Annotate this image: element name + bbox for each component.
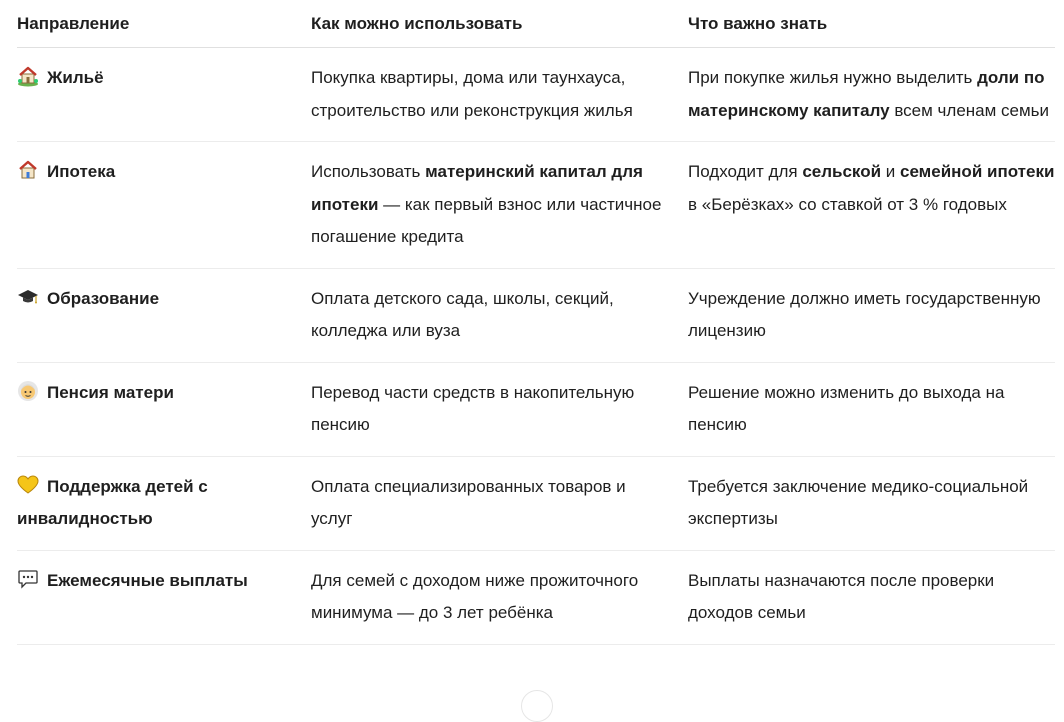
- cell-direction: [17, 283, 311, 316]
- direction-text: Пенсия матери: [47, 382, 174, 402]
- cell-usage: [311, 471, 688, 536]
- yellow-heart-icon: [17, 474, 39, 496]
- text-segment: в «Берёзках» со ставкой от 3 % годовых: [688, 194, 1007, 214]
- table-row: [17, 48, 1055, 142]
- cell-notes: [688, 156, 1055, 221]
- text-segment: Использовать: [311, 162, 426, 181]
- direction-label: [17, 377, 299, 410]
- table-row: [17, 457, 1055, 551]
- old-woman-icon: [17, 380, 39, 402]
- cell-direction: [17, 62, 311, 95]
- direction-text: Ипотека: [47, 162, 116, 181]
- text-segment: Требуется заключение медико-социальной экспертизы: [688, 476, 1029, 528]
- text-segment: Подходит для: [688, 162, 803, 181]
- cell-notes: [688, 471, 1055, 536]
- cell-direction: [17, 377, 311, 410]
- text-segment: и: [881, 162, 900, 181]
- cell-usage: [311, 62, 688, 127]
- text-segment: При покупке жилья нужно выделить: [688, 68, 978, 87]
- cell-notes: [688, 283, 1055, 348]
- bold-text: семейной ипотеки: [900, 162, 1055, 181]
- cell-direction: [17, 156, 311, 189]
- cell-usage: [311, 283, 688, 348]
- header-usage: Как можно использовать: [311, 13, 523, 33]
- graduation-cap-icon: [17, 286, 39, 308]
- cell-notes: [688, 565, 1055, 630]
- house-with-garden-icon: [17, 65, 39, 87]
- text-segment: Оплата детского сада, школы, секций, колледжа или вуза: [311, 288, 614, 340]
- info-table: [17, 0, 1055, 645]
- direction-label: [17, 156, 299, 189]
- header-direction: Направление: [17, 13, 130, 33]
- cell-usage: [311, 156, 688, 254]
- table-row: [17, 363, 1055, 457]
- text-segment: Выплаты назначаются после проверки доходов семьи: [688, 570, 995, 622]
- text-segment: Учреждение должно иметь государственную лицензию: [688, 288, 1041, 340]
- table-row: [17, 551, 1055, 645]
- text-segment: Решение можно изменить до выхода на пенсию: [688, 382, 1005, 434]
- direction-label: [17, 471, 299, 536]
- header-notes: Что важно знать: [688, 13, 828, 33]
- direction-label: [17, 565, 299, 598]
- cell-direction: [17, 471, 311, 536]
- text-segment: — как первый взнос или частичное погашение кредита: [311, 194, 662, 246]
- direction-label: [17, 62, 299, 95]
- cell-usage: [311, 377, 688, 442]
- table-header: [17, 0, 1055, 48]
- direction-text: Поддержка детей с инвалидностью: [17, 476, 208, 528]
- cell-notes: [688, 377, 1055, 442]
- house-icon: [17, 159, 39, 181]
- direction-label: [17, 283, 299, 316]
- text-segment: Оплата специализированных товаров и услуг: [311, 476, 626, 528]
- scroll-down-button[interactable]: [521, 690, 553, 722]
- bold-text: материнский капитал для ипотеки: [311, 162, 643, 214]
- cell-usage: [311, 565, 688, 630]
- text-segment: всем членам семьи: [889, 100, 1050, 120]
- direction-text: Жильё: [47, 68, 104, 87]
- direction-text: Ежемесячные выплаты: [47, 570, 248, 590]
- bold-text: доли по материнскому капиталу: [688, 68, 1045, 120]
- text-segment: Покупка квартиры, дома или таунхауса, строительство или реконструкция жилья: [311, 68, 633, 120]
- cell-notes: [688, 62, 1055, 127]
- speech-bubble-icon: [17, 568, 39, 590]
- table-row: [17, 142, 1055, 269]
- bold-text: сельской: [802, 162, 882, 181]
- cell-direction: [17, 565, 311, 598]
- table-row: [17, 269, 1055, 363]
- direction-text: Образование: [47, 288, 160, 308]
- text-segment: Для семей с доходом ниже прожиточного минимума — до 3 лет ребёнка: [311, 570, 639, 622]
- text-segment: Перевод части средств в накопительную пенсию: [311, 382, 635, 434]
